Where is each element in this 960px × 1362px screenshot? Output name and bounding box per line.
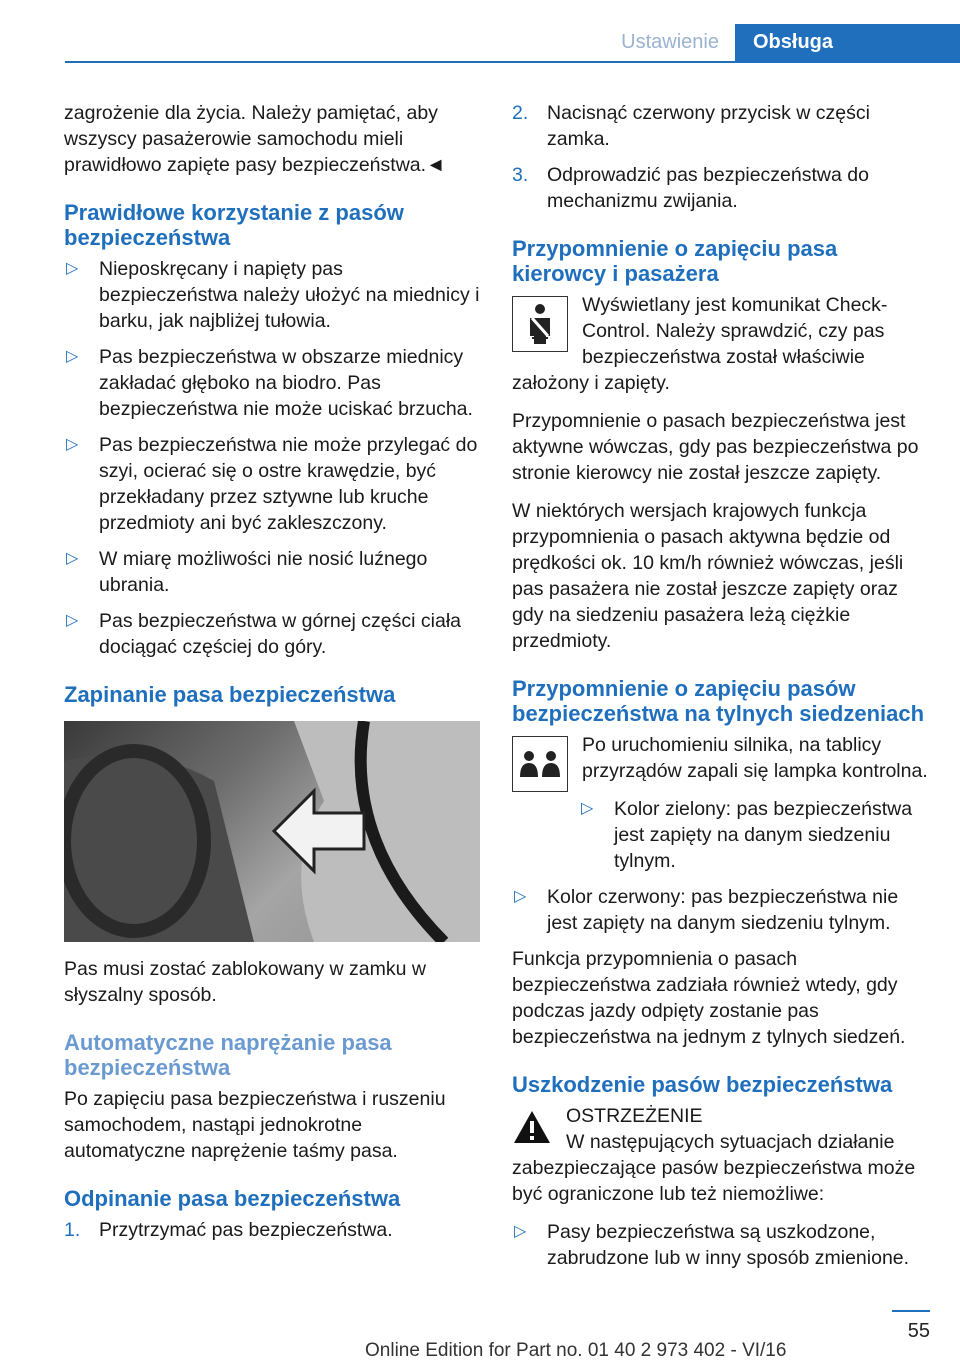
footer-rule [892, 1310, 930, 1312]
reminder-active-text: Przypomnienie o pasach bezpieczeństwa jest aktywne wówczas, gdy pas bezpieczeństwa po stronie kierowcy nie został jeszcze zapięty. [512, 410, 919, 484]
list-item-text: Pas bezpieczeństwa nie może przylegać do szyi, ocierać się o ostre krawędzie, być przekładany przez sztywne lub kruche przedmioty ani być zakleszczony. [99, 434, 478, 534]
seatbelt-buckle-photo [64, 721, 480, 942]
right-column [512, 100, 930, 1281]
intro-paragraph: zagrożenie dla życia. Należy pamiętać, aby wszyscy pasażerowie samochodu mieli prawidłowo zapięte pasy bezpieczeństwa.◄ [64, 102, 446, 176]
step-number: 2. [512, 102, 529, 124]
list-item [64, 256, 480, 334]
edition-note: Online Edition for Part no. 01 40 2 973 402 - VI/16 [365, 1340, 787, 1361]
step-number: 3. [512, 164, 529, 186]
list-item-text: Nieposkręcany i napięty pas bezpieczeństwa należy ułożyć na miednicy i barku, jak najbliżej tułowia. [99, 258, 480, 332]
bullet-icon: ▷ [66, 436, 79, 453]
auto-tension-text: Po zapięciu pasa bezpieczeństwa i ruszeniu samochodem, nastąpi jednokrotne automatyczne naprężenie taśmy pasa. [64, 1088, 446, 1162]
heading-unfasten-belt: Odpinanie pasa bezpieczeństwa [64, 1186, 401, 1211]
warning-title: OSTRZEŻENIE [566, 1105, 703, 1127]
page-number: 55 [907, 1320, 930, 1342]
bullet-icon: ▷ [514, 1223, 527, 1240]
step-item [512, 100, 930, 152]
front-reminder-text: Wyświetlany jest komunikat Check-Control. Należy sprawdzić, czy pas bezpieczeństwa został właściwie założony i zapięty. [512, 294, 888, 394]
heading-belt-damage: Uszkodzenie pasów bezpieczeństwa [512, 1072, 893, 1097]
heading-rear-reminder: Przypomnienie o zapięciu pasów bezpieczeństwa na tylnych siedzeniach [512, 676, 925, 726]
rear-function-text: Funkcja przypomnienia o pasach bezpieczeństwa zadziała również wtedy, gdy podczas jazdy odpięty zostanie pas bezpieczeństwa na jednym z tylnych siedzeń. [512, 948, 906, 1048]
list-item-text: Pas bezpieczeństwa w górnej części ciała dociągać częściej do góry. [99, 610, 462, 658]
list-item-text: Kolor czerwony: pas bezpieczeństwa nie jest zapięty na danym siedzeniu tylnym. [547, 886, 899, 934]
step-item [64, 1217, 480, 1243]
bullet-icon: ▷ [66, 348, 79, 365]
heading-auto-tension: Automatyczne naprężanie pasa bezpieczeństwa [64, 1030, 392, 1080]
list-item-text: Pasy bezpieczeństwa są uszkodzone, zabrudzone lub w inny sposób zmienione. [547, 1221, 910, 1269]
bullet-icon: ▷ [514, 888, 527, 905]
step-text: Odprowadzić pas bezpieczeństwa do mechanizmu zwijania. [547, 164, 869, 212]
left-column [64, 100, 480, 1253]
step-item [512, 162, 930, 214]
bullet-icon: ▷ [66, 550, 79, 567]
seatbelt-icon [512, 296, 568, 352]
reminder-countries-text: W niektórych wersjach krajowych funkcja przypomnienia o pasach aktywna będzie od prędkości ok. 10 km/h również wówczas, jeśli pas pasażera nie został jeszcze zapięty oraz gdy na siedzeniu pasażera leżą ciężkie przedmioty. [512, 500, 904, 652]
list-item [64, 344, 480, 422]
rear-seat-occupants-icon [512, 736, 568, 792]
header-rule [65, 61, 960, 63]
list-item [64, 546, 480, 598]
photo-caption: Pas musi zostać zablokowany w zamku w słyszalny sposób. [64, 958, 426, 1006]
warning-triangle-icon [512, 1109, 552, 1145]
bullet-icon: ▷ [66, 260, 79, 277]
page-header [65, 24, 960, 61]
bullet-icon: ▷ [581, 800, 594, 817]
rear-reminder-text: Po uruchomieniu silnika, na tablicy przyrządów zapali się lampka kontrolna. [582, 734, 928, 782]
warning-text: W następujących sytuacjach działanie zabezpieczające pasów bezpieczeństwa może być ograniczone lub też niemożliwe: [512, 1131, 916, 1205]
list-item [64, 432, 480, 536]
list-item-text: W miarę możliwości nie nosić luźnego ubrania. [99, 548, 428, 596]
list-item [579, 796, 930, 874]
heading-fasten-belt: Zapinanie pasa bezpieczeństwa [64, 682, 396, 707]
list-item [512, 1219, 930, 1271]
list-item [64, 608, 480, 660]
list-item [512, 884, 930, 936]
heading-front-reminder: Przypomnienie o zapięciu pasa kierowcy i pasażera [512, 236, 838, 286]
list-item-text: Pas bezpieczeństwa w obszarze miednicy zakładać głęboko na biodro. Pas bezpieczeństwa nie może uciskać brzucha. [99, 346, 473, 420]
list-item-text: Kolor zielony: pas bezpieczeństwa jest zapięty na danym siedzeniu tylnym. [614, 798, 913, 872]
section-tab-settings[interactable]: Ustawienie [621, 31, 719, 53]
step-text: Nacisnąć czerwony przycisk w części zamka. [547, 102, 870, 150]
step-number: 1. [64, 1219, 81, 1241]
bullet-icon: ▷ [66, 612, 79, 629]
step-text: Przytrzymać pas bezpieczeństwa. [99, 1219, 393, 1241]
section-tab-operation[interactable]: Obsługa [735, 24, 960, 61]
heading-correct-use: Prawidłowe korzystanie z pasów bezpieczeństwa [64, 200, 404, 250]
